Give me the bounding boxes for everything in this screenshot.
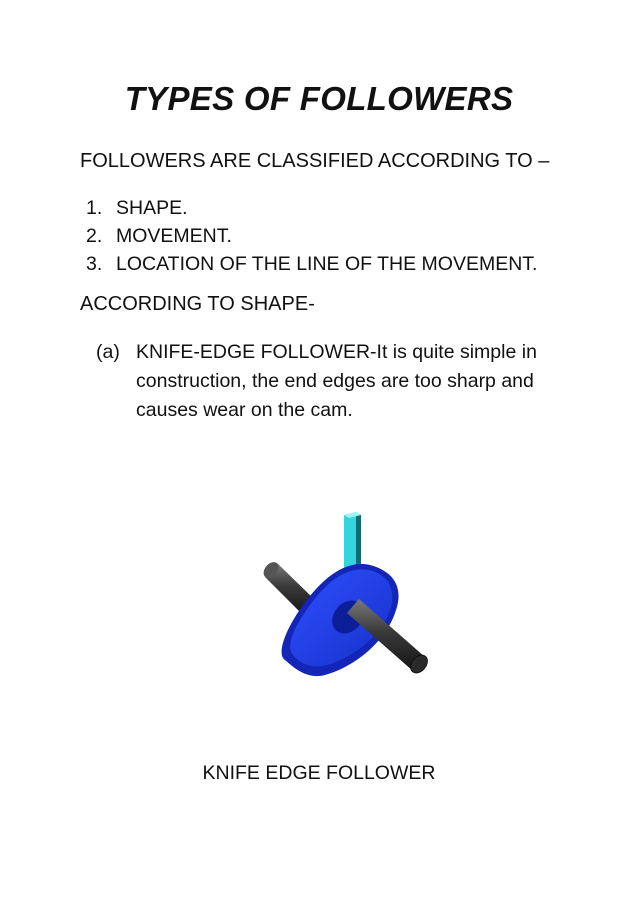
page-title: TYPES OF FOLLOWERS — [124, 80, 514, 117]
list-text: MOVEMENT. — [116, 225, 232, 247]
item-text: KNIFE-EDGE FOLLOWER-It is quite simple in construction, the end edges are too sharp and causes wear on the cam. — [136, 341, 537, 421]
shape-item-knife-edge — [96, 338, 576, 425]
list-number: 1. — [86, 197, 103, 219]
list-text: LOCATION OF THE LINE OF THE MOVEMENT. — [116, 253, 538, 275]
list-item — [86, 250, 537, 278]
figure-caption: KNIFE EDGE FOLLOWER — [202, 762, 436, 784]
list-number: 3. — [86, 253, 103, 275]
list-number: 2. — [86, 225, 103, 247]
item-marker: (a) — [96, 341, 120, 363]
cam-knife-edge-follower-icon — [255, 505, 440, 690]
list-text: SHAPE. — [116, 197, 188, 219]
section-heading: ACCORDING TO SHAPE- — [80, 293, 315, 315]
intro-text: FOLLOWERS ARE CLASSIFIED ACCORDING TO – — [80, 150, 550, 172]
list-item — [86, 222, 537, 250]
list-item — [86, 194, 537, 222]
classification-list — [86, 194, 537, 278]
